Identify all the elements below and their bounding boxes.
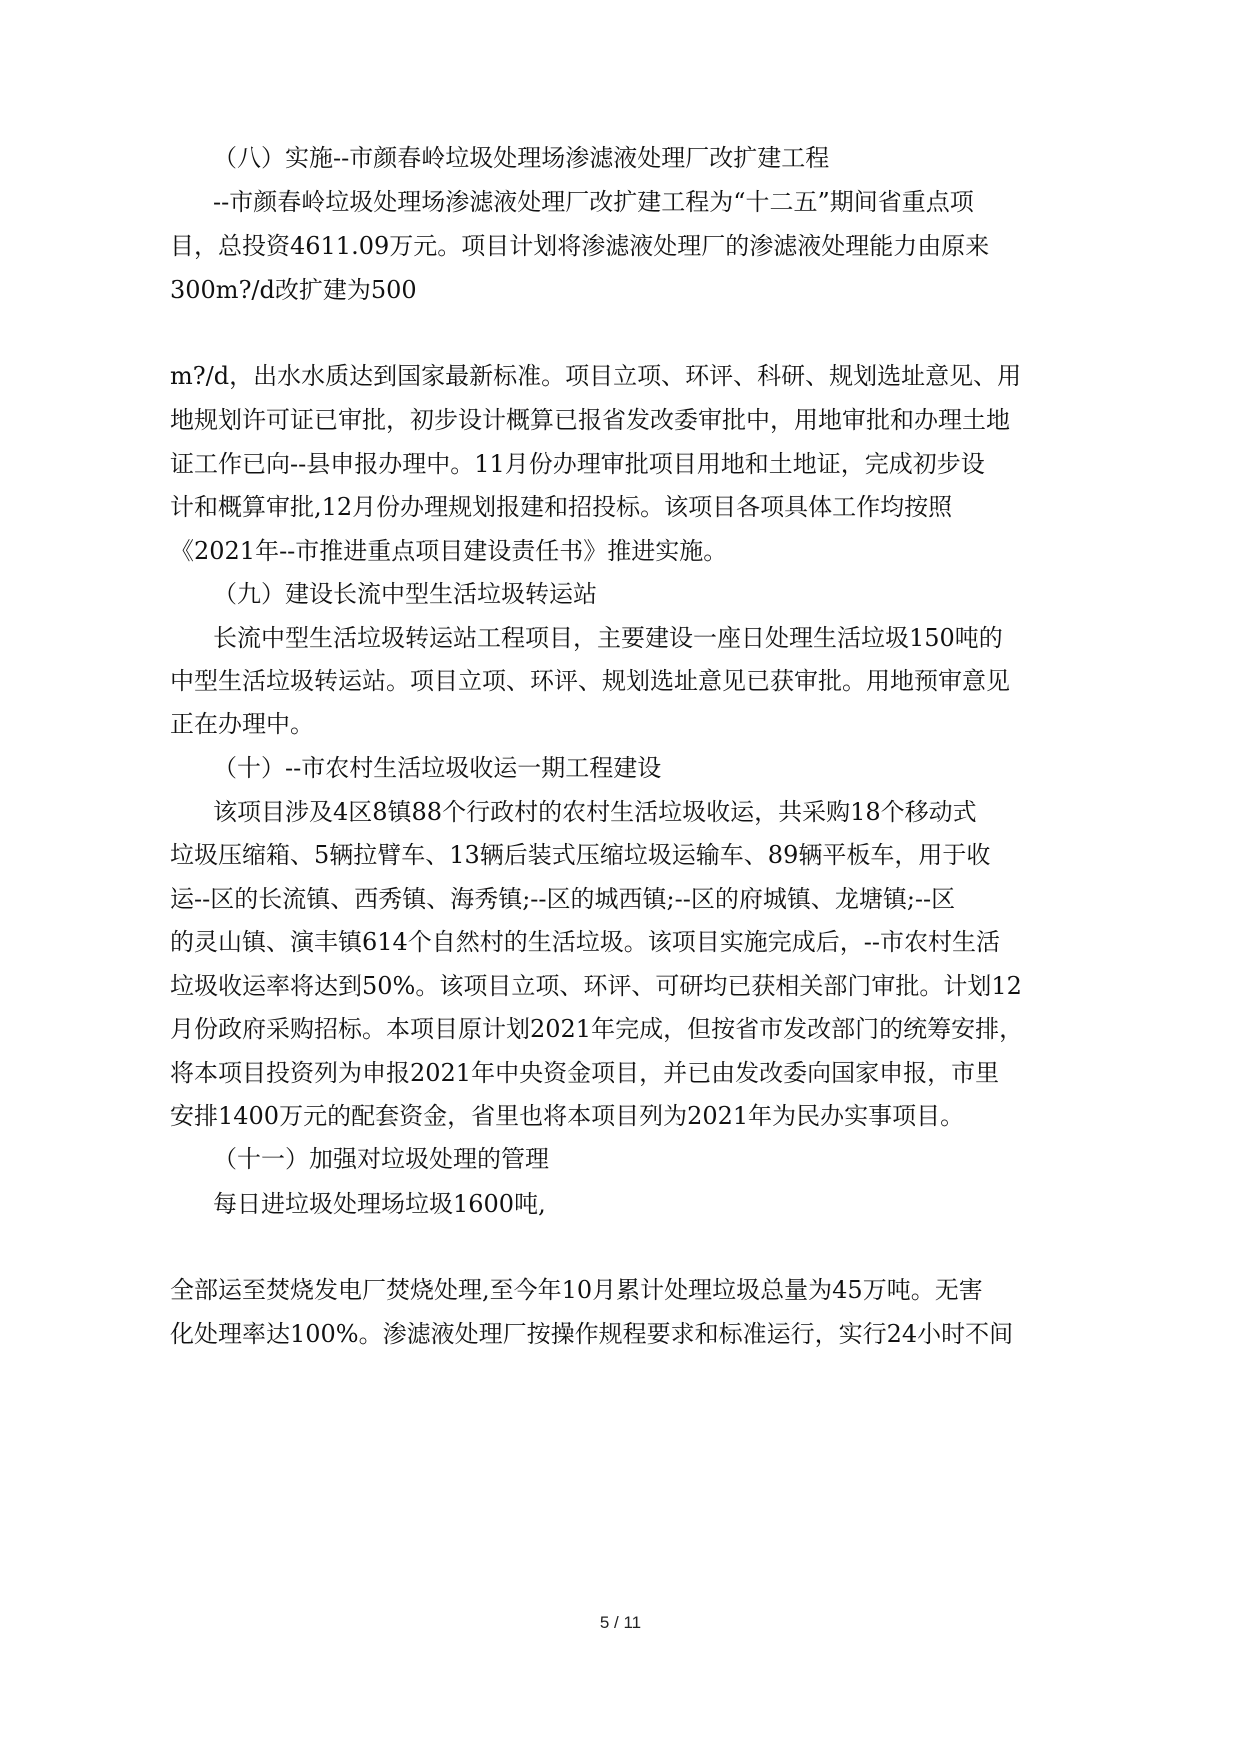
paragraph-line: 的灵山镇、演丰镇614个自然村的生活垃圾。该项目实施完成后，--市农村生活 [170,928,1001,956]
paragraph-line: 安排1400万元的配套资金，省里也将本项目列为2021年为民办实事项目。 [170,1102,965,1130]
paragraph-line: 正在办理中。 [170,710,314,738]
paragraph-line: 《2021年--市推进重点项目建设责任书》推进实施。 [170,537,728,565]
paragraph-line: m?/d，出水水质达到国家最新标准。项目立项、环评、科研、规划选址意见、用 [170,362,1022,390]
section-heading-9: （九）建设长流中型生活垃圾转运站 [213,580,597,608]
paragraph-line: 垃圾压缩箱、5辆拉臂车、13辆后装式压缩垃圾运输车、89辆平板车，用于收 [170,841,991,869]
paragraph-line: 将本项目投资列为申报2021年中央资金项目，并已由发改委向国家申报，市里 [170,1059,1000,1087]
paragraph-line: 该项目涉及4区8镇88个行政村的农村生活垃圾收运，共采购18个移动式 [213,798,977,826]
paragraph-line: 证工作已向--县申报办理中。11月份办理审批项目用地和土地证，完成初步设 [170,450,985,478]
section-heading-10: （十）--市农村生活垃圾收运一期工程建设 [213,754,662,782]
section-heading-11: （十一）加强对垃圾处理的管理 [213,1145,549,1173]
page-number: 5 / 11 [599,1613,642,1632]
paragraph-line: 中型生活垃圾转运站。项目立项、环评、规划选址意见已获审批。用地预审意见 [170,667,1010,695]
paragraph-line: 目，总投资4611.09万元。项目计划将渗滤液处理厂的渗滤液处理能力由原来 [170,232,990,260]
paragraph-line: 300m?/d改扩建为500 [170,276,417,304]
section-heading-8: （八）实施--市颜春岭垃圾处理场渗滤液处理厂改扩建工程 [213,144,830,172]
paragraph-line: 长流中型生活垃圾转运站工程项目，主要建设一座日处理生活垃圾150吨的 [213,624,1003,652]
paragraph-line: --市颜春岭垃圾处理场渗滤液处理厂改扩建工程为“十二五”期间省重点项 [213,188,974,216]
paragraph-line: 月份政府采购招标。本项目原计划2021年完成，但按省市发改部门的统筹安排， [170,1015,1024,1043]
paragraph-line: 地规划许可证已审批，初步设计概算已报省发改委审批中，用地审批和办理土地 [170,406,1010,434]
paragraph-line: 化处理率达100%。渗滤液处理厂按操作规程要求和标准运行，实行24小时不间 [170,1320,1014,1348]
paragraph-line: 计和概算审批,12月份办理规划报建和招投标。该项目各项具体工作均按照 [170,493,953,521]
paragraph-line: 全部运至焚烧发电厂焚烧处理,至今年10月累计处理垃圾总量为45万吨。无害 [170,1276,983,1304]
paragraph-line: 垃圾收运率将达到50%。该项目立项、环评、可研均已获相关部门审批。计划12 [170,972,1022,1000]
paragraph-line: 运--区的长流镇、西秀镇、海秀镇;--区的城西镇;--区的府城镇、龙塘镇;--区 [170,885,956,913]
paragraph-line: 每日进垃圾处理场垃圾1600吨, [213,1190,546,1218]
